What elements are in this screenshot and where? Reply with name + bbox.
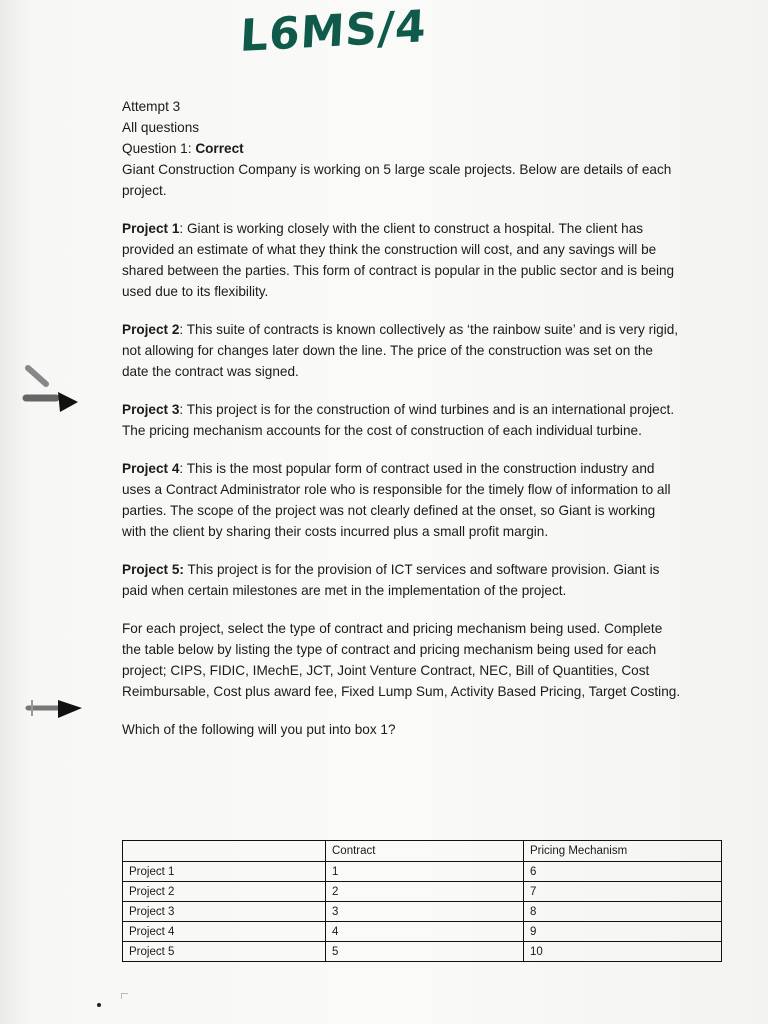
- table-cell: 5: [326, 942, 524, 962]
- project-5-desc: Project 5: This project is for the provision of ICT services and software provision. Giant is paid when certain milestones are met in the implementation of the project.: [122, 562, 660, 598]
- handwritten-code: L6MS/4: [238, 1, 429, 62]
- table-cell: 9: [524, 922, 722, 942]
- table-cell: Project 4: [123, 922, 326, 942]
- instructions-text: For each project, select the type of contract and pricing mechanism being used. Complete the table below by listing the type of contract and pricing mechanism being used for each project; CIPS, FIDIC, IMechE, JCT, Joint Venture Contract, NEC, Bill of Quantities, Cost Reimbursable, Cost plus award fee, Fixed Lump Sum, Activity Based Pricing, Target Costing.: [122, 621, 681, 699]
- table-cell: 10: [524, 942, 722, 962]
- table-cell: 6: [524, 862, 722, 882]
- table-cell: Project 2: [123, 882, 326, 902]
- table-header-cell: Pricing Mechanism: [524, 841, 722, 862]
- question-status: Question 1: Correct: [122, 141, 244, 156]
- table-row: [123, 902, 722, 922]
- table-row: [123, 942, 722, 962]
- answer-table: [122, 840, 722, 962]
- project-2-desc: Project 2: This suite of contracts is known collectively as ‘the rainbow suite’ and is very rigid, not allowing for changes later down the line. The price of the construction was set on the date the contract was signed.: [122, 322, 679, 379]
- scan-mark: [121, 993, 128, 999]
- table-cell: 2: [326, 882, 524, 902]
- table-cell: 7: [524, 882, 722, 902]
- table-row: [123, 862, 722, 882]
- project-3-desc: Project 3: This project is for the construction of wind turbines and is an international project. The pricing mechanism accounts for the cost of construction of each individual turbine.: [122, 402, 675, 438]
- table-cell: 3: [326, 902, 524, 922]
- table-cell: 4: [326, 922, 524, 942]
- margin-arrow-icon: [24, 690, 94, 730]
- table-header-row: [123, 841, 722, 862]
- table-cell: Project 5: [123, 942, 326, 962]
- table-header-cell: Contract: [326, 841, 524, 862]
- pen-dot: [97, 1003, 101, 1007]
- question-content: [122, 96, 682, 757]
- table-cell: 1: [326, 862, 524, 882]
- question-text: Which of the following will you put into box 1?: [122, 722, 396, 737]
- table-header-cell: [123, 841, 326, 862]
- scope-label: All questions: [122, 120, 200, 135]
- table-row: [123, 922, 722, 942]
- intro-text: Giant Construction Company is working on 5 large scale projects. Below are details of each project.: [122, 162, 672, 198]
- project-1-desc: Project 1: Giant is working closely with the client to construct a hospital. The client has provided an estimate of what they think the construction will cost, and any savings will be shared between the parties. This form of contract is popular in the public sector and is being used due to its flexibility.: [122, 221, 675, 299]
- table-row: [123, 882, 722, 902]
- table-cell: 8: [524, 902, 722, 922]
- table-cell: Project 3: [123, 902, 326, 922]
- attempt-label: Attempt 3: [122, 99, 181, 114]
- margin-arrow-icon: [22, 362, 92, 422]
- project-4-desc: Project 4: This is the most popular form of contract used in the construction industry and uses a Contract Administrator role who is responsible for the timely flow of information to all parties. The scope of the project was not clearly defined at the onset, so Giant is working with the client by sharing their costs incurred plus a small profit margin.: [122, 461, 671, 539]
- table-cell: Project 1: [123, 862, 326, 882]
